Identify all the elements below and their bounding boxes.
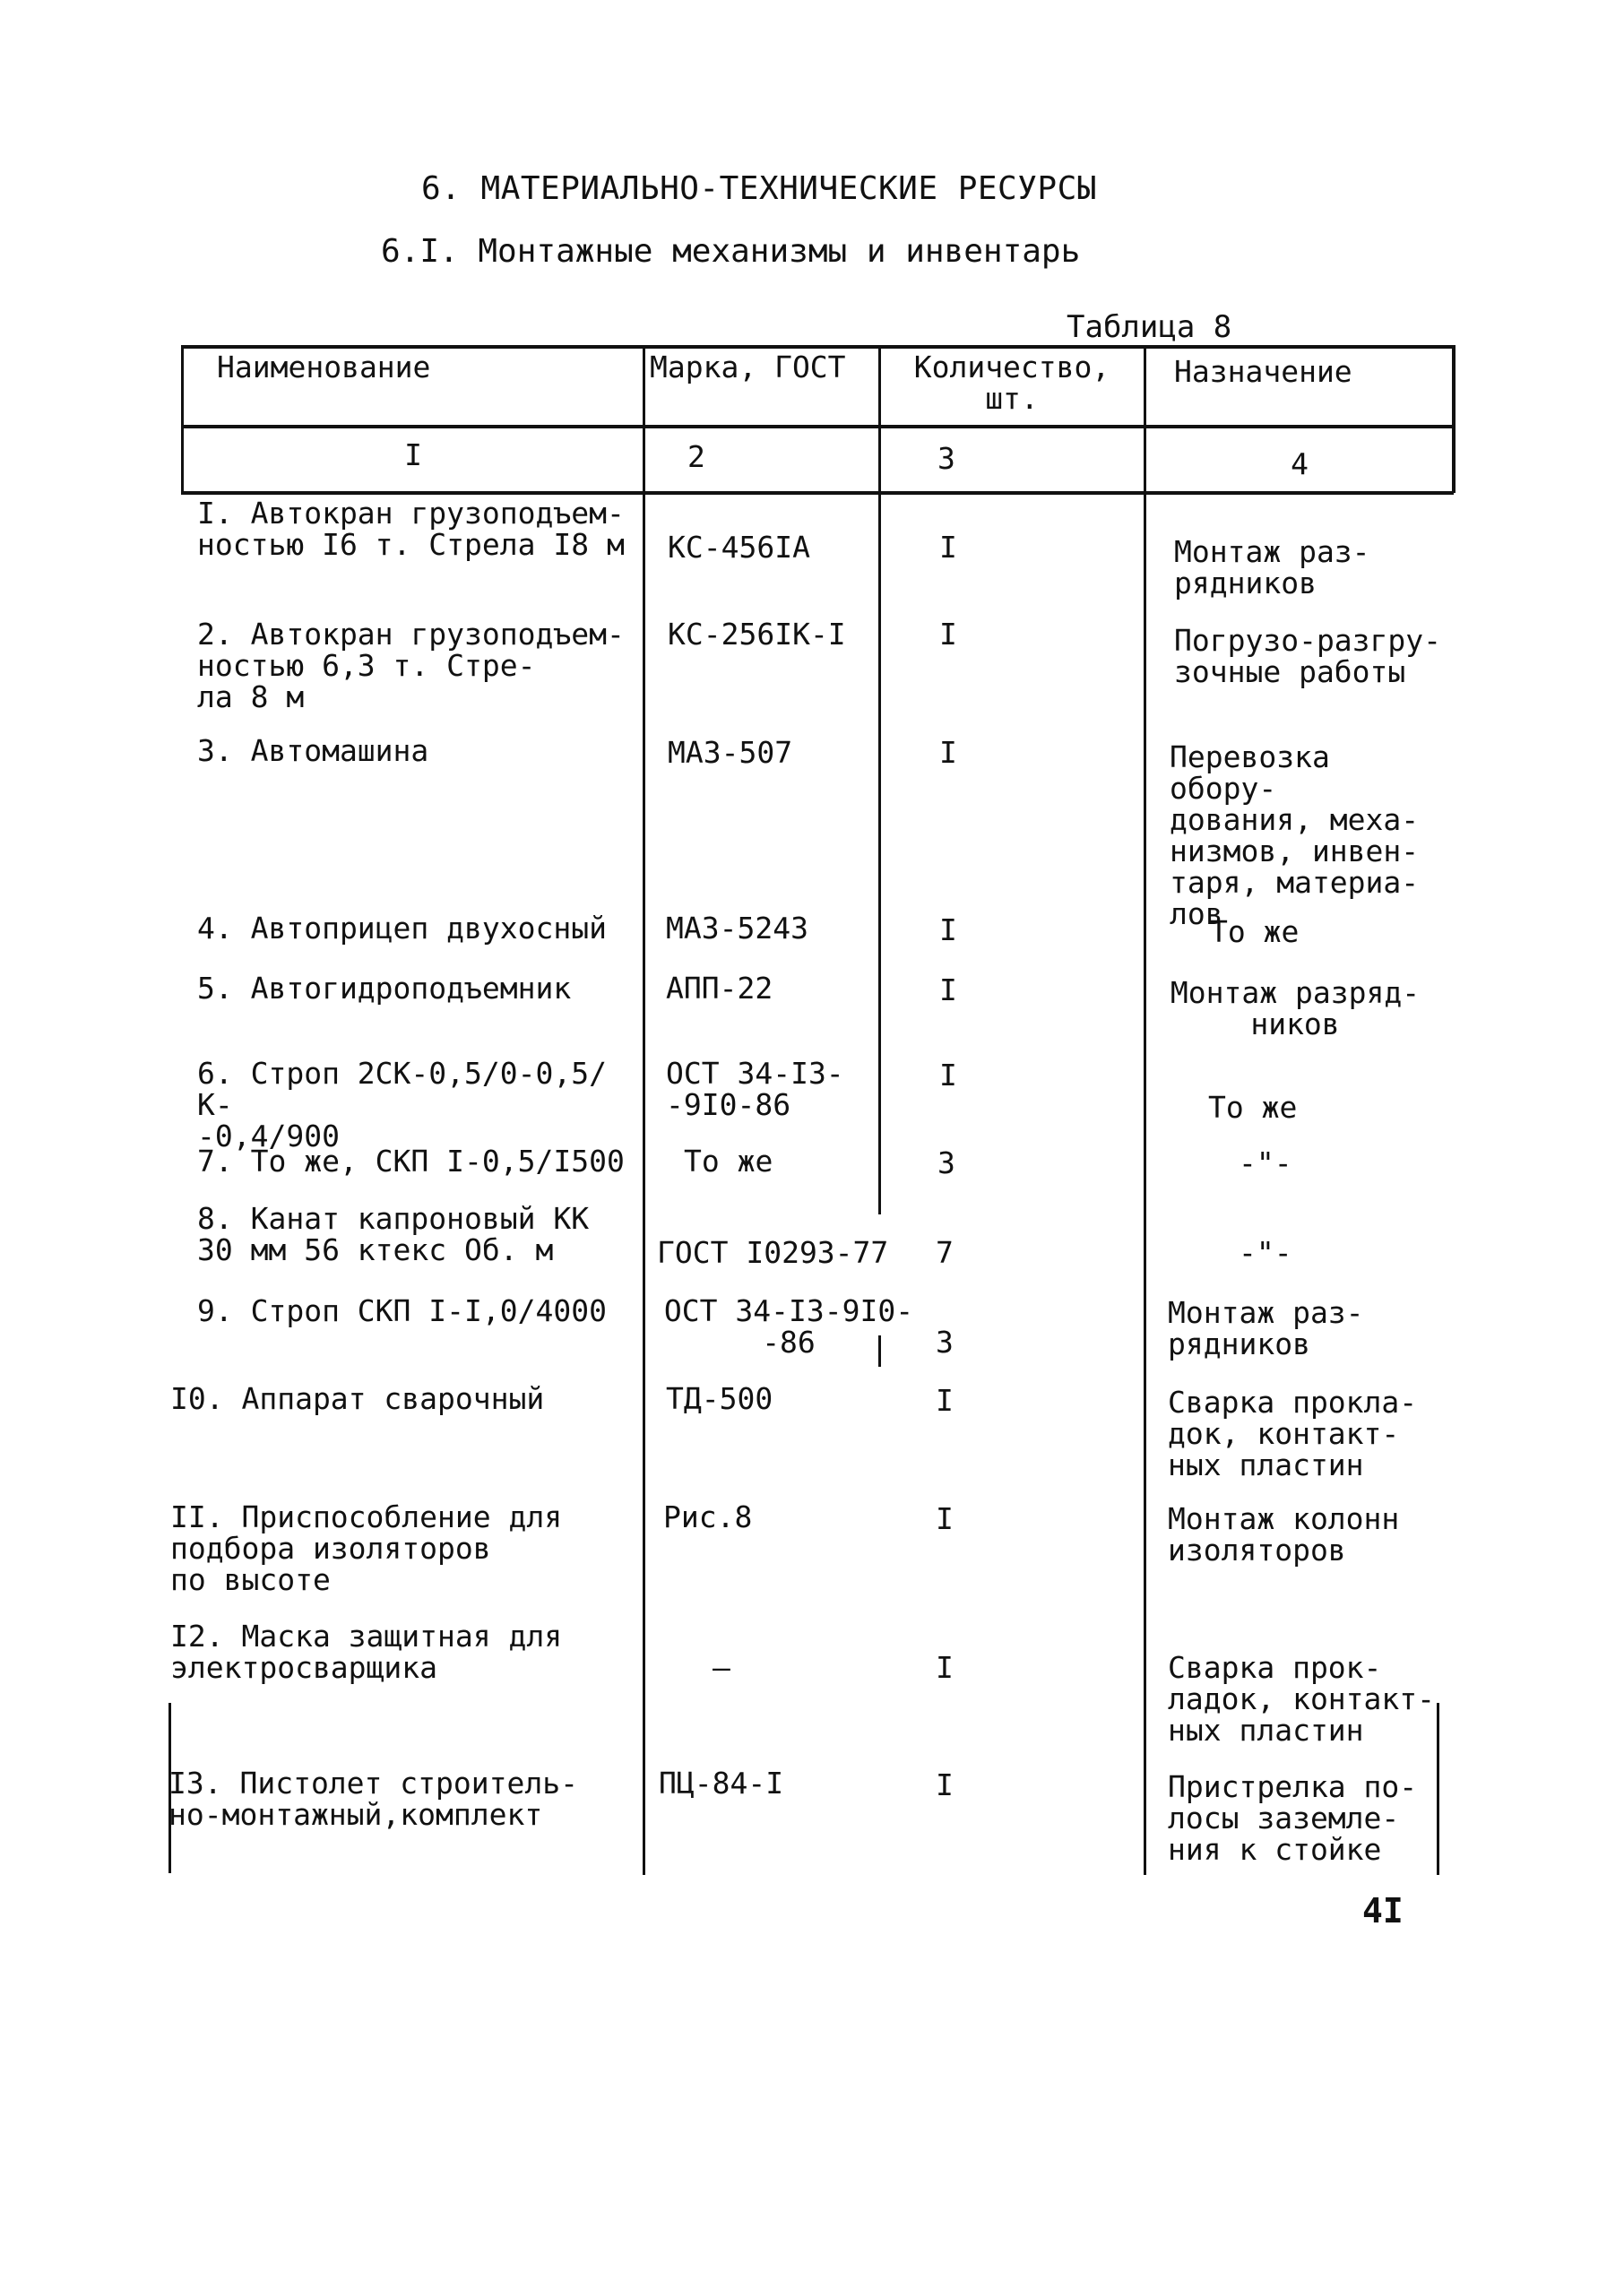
table-row-6-name: 6. Строп 2СК-0,5/0-0,5/К- -0,4/900 [197, 1056, 607, 1153]
column-header-purpose: Назначение [1174, 354, 1352, 389]
column-number-4: 4 [1291, 446, 1309, 481]
table-row-2-qty: I [939, 617, 957, 652]
table-row-2-mark: КС-256IК-I [668, 617, 846, 652]
table-row-8-mark: ГОСТ I0293-77 [657, 1235, 889, 1270]
table-row-3-purpose: Перевозка обору- дования, меха- низмов, инвен- таря, материа- лов [1170, 739, 1420, 931]
table-row-3-qty: I [939, 735, 957, 770]
table-row-1-purpose: Монтаж раз- рядников [1174, 534, 1370, 600]
table-row-7-mark: То же [684, 1144, 773, 1179]
table-row-9-mark: ОСТ 34-I3-9I0- -86 [663, 1293, 914, 1360]
table-caption: Таблица 8 [1067, 309, 1232, 345]
table-row-5-purpose: Монтаж разряд- ников [1170, 975, 1421, 1041]
table-top-border [181, 345, 1454, 349]
column-divider-3 [1144, 345, 1146, 1875]
table-row-7-name: 7. То же, СКП I-0,5/I500 [197, 1144, 625, 1179]
table-row-5-mark: АПП-22 [666, 971, 773, 1006]
table-row-5-qty: I [939, 972, 957, 1007]
table-row-10-purpose: Сварка прокла- док, контакт- ных пластин [1168, 1385, 1418, 1482]
table-row-1-name: I. Автокран грузоподъем- ностью I6 т. Стрела I8 м [197, 496, 625, 562]
table-row-8-qty: 7 [936, 1235, 954, 1270]
column-number-3: 3 [937, 441, 955, 476]
table-row-4-mark: МАЗ-5243 [666, 911, 808, 946]
column-number-2: 2 [687, 439, 705, 474]
table-row-9-qty: 3 [936, 1325, 954, 1360]
table-row-11-name: II. Приспособление для подбора изоляторов по высоте [170, 1499, 563, 1597]
column-header-quantity: Количество, шт. [913, 350, 1110, 416]
table-row-10-qty: I [936, 1383, 954, 1418]
table-row-8-name: 8. Канат капроновый КК 30 мм 56 ктекс Об. м [197, 1201, 590, 1267]
column-divider-2 [878, 345, 881, 1214]
table-row-7-qty: 3 [937, 1145, 955, 1180]
table-row-9-name: 9. Строп СКП I-I,0/4000 [197, 1293, 607, 1328]
table-row-10-mark: ТД-500 [666, 1381, 773, 1416]
table-row-7-purpose: -"- [1239, 1145, 1292, 1180]
column-header-mark: Марка, ГОСТ [650, 350, 846, 384]
column-header-name: Наименование [217, 350, 431, 384]
table-row-9-purpose: Монтаж раз- рядников [1168, 1295, 1364, 1361]
table-row-13-purpose: Пристрелка по- лосы заземле- ния к стойке [1168, 1769, 1418, 1867]
table-row-3-mark: МАЗ-507 [668, 735, 793, 770]
table-row-1-qty: I [939, 530, 957, 565]
table-row-4-purpose: То же [1210, 914, 1300, 949]
table-row-12-mark: – [713, 1650, 730, 1685]
table-row-11-mark: Рис.8 [663, 1499, 753, 1534]
table-row-1-mark: КС-456IA [668, 530, 810, 565]
table-row-11-qty: I [936, 1501, 954, 1536]
table-row-10-name: I0. Аппарат сварочный [170, 1381, 545, 1416]
table-row-3-name: 3. Автомашина [197, 733, 429, 768]
column-number-1: I [404, 437, 422, 472]
section-title: 6. МАТЕРИАЛЬНО-ТЕХНИЧЕСКИЕ РЕСУРСЫ [421, 170, 1097, 207]
table-row-11-purpose: Монтаж колонн изоляторов [1168, 1501, 1400, 1568]
table-row-5-name: 5. Автогидроподъемник [197, 971, 572, 1006]
header-bottom-border [181, 425, 1454, 428]
table-row-8-purpose: -"- [1239, 1235, 1292, 1270]
number-row-bottom-border [181, 491, 1454, 495]
table-row-12-name: I2. Маска защитная для электросварщика [170, 1619, 563, 1685]
table-row-12-qty: I [936, 1650, 954, 1685]
table-row-6-purpose: То же [1208, 1090, 1298, 1125]
table-row-13-name: I3. Пистолет строитель- но-монтажный,комплект [168, 1766, 578, 1832]
table-row-13-mark: ПЦ-84-I [659, 1766, 784, 1801]
table-row-6-qty: I [939, 1058, 957, 1093]
table-right-border [1452, 345, 1456, 493]
column-divider-left [181, 345, 184, 493]
table-row-13-qty: I [936, 1767, 954, 1802]
table-row-2-purpose: Погрузо-разгру- зочные работы [1174, 623, 1442, 689]
table-row-12-purpose: Сварка прок- ладок, контакт- ных пластин [1168, 1650, 1436, 1748]
subsection-title: 6.I. Монтажные механизмы и инвентарь [381, 233, 1081, 270]
table-row-2-name: 2. Автокран грузоподъем- ностью 6,3 т. Стре- ла 8 м [197, 617, 625, 714]
column-divider-1 [643, 345, 645, 1875]
table-row-6-mark: ОСТ 34-I3- -9I0-86 [666, 1056, 844, 1122]
table-row-4-name: 4. Автоприцеп двухосный [197, 911, 607, 946]
page-number: 4I [1362, 1891, 1404, 1931]
table-row-4-qty: I [939, 912, 957, 947]
